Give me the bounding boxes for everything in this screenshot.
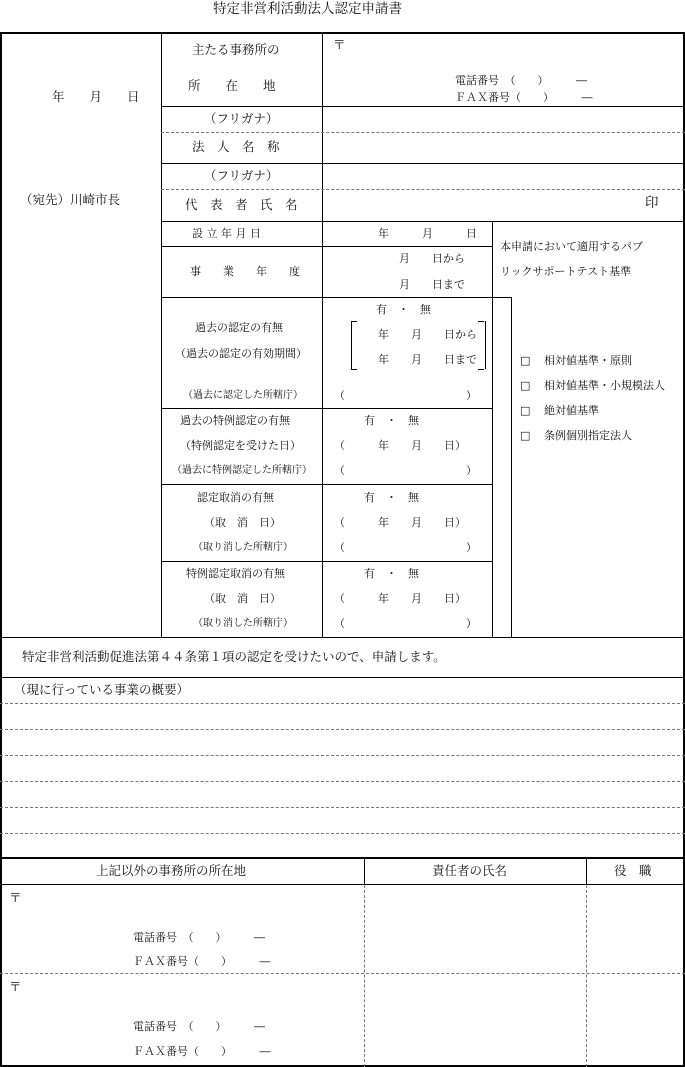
bracket-br [478, 369, 484, 370]
past-cert-authority-label: （過去に認定した所轄庁） [183, 390, 303, 401]
pst-header-1: 本申請において適用するパブ [500, 240, 643, 253]
past-special-date-label: （特例認定を受けた日） [180, 439, 301, 452]
overview-line-4 [0, 781, 685, 782]
hline-after-established [161, 246, 492, 247]
pst-checkbox-2[interactable]: □ [520, 379, 531, 392]
hline-after-fiscal [161, 297, 511, 298]
hline-after-past-special [161, 484, 492, 485]
furigana-label-1: （フリガナ） [204, 111, 279, 126]
vline-pst-inner [511, 297, 512, 637]
hline-bottom-table-top [0, 857, 685, 859]
past-special-date: （ 年 月 日） [334, 439, 466, 452]
cert-revoke-label: 認定取消の有無 [197, 491, 274, 504]
hline-after-address [161, 106, 685, 107]
dash-after-furigana1 [161, 132, 685, 133]
special-revoke-authority: （ ） [334, 617, 477, 630]
cert-revoke-date-label: （取 消 日） [204, 516, 281, 529]
past-special-label: 過去の特例認定の有無 [180, 414, 290, 427]
special-revoke-date: （ 年 月 日） [334, 592, 466, 605]
past-cert-authority: （ ） [334, 389, 477, 402]
page-title: 特定非営利活動法人認定申請書 [213, 1, 402, 17]
special-revoke-authority-label: （取り消した所轄庁） [193, 618, 293, 629]
pst-checkbox-3[interactable]: □ [520, 404, 531, 417]
representative-label: 代 表 者 氏 名 [185, 197, 298, 212]
vline-value-column [492, 221, 493, 637]
other-office-2-fax: ＦＡＸ番号（ ） ― [133, 1045, 271, 1058]
past-cert-to: 年 月 日まで [378, 353, 477, 366]
other-office-address-header: 上記以外の事務所の所在地 [96, 863, 247, 878]
vline-bottom-header-1 [364, 858, 365, 885]
hline-statement-top [0, 637, 685, 638]
postal-mark: 〒 [333, 37, 346, 52]
pst-checkbox-4[interactable]: □ [520, 429, 531, 442]
overview-line-2 [0, 729, 685, 730]
special-revoke-yes-no: 有 ・ 無 [364, 567, 419, 580]
other-office-role-header: 役 職 [614, 863, 652, 878]
special-revoke-label: 特例認定取消の有無 [186, 567, 285, 580]
fiscal-year-to: 月 日まで [399, 278, 465, 291]
cert-revoke-authority-label: （取り消した所轄庁） [193, 542, 293, 553]
overview-label: （現に行っている事業の概要） [14, 682, 190, 697]
hline-bottom-header [0, 884, 685, 885]
past-cert-from: 年 月 日から [378, 328, 477, 341]
corp-name-label: 法 人 名 称 [192, 139, 280, 154]
main-office-label-2: 所 在 地 [188, 78, 276, 93]
established-value: 年 月 日 [378, 227, 477, 240]
past-special-yes-no: 有 ・ 無 [364, 414, 419, 427]
pst-option-1: 相対値基準・原則 [544, 354, 632, 367]
overview-line-1 [0, 703, 685, 704]
other-office-person-header: 責任者の氏名 [432, 863, 508, 878]
vline-label-column [322, 33, 323, 637]
application-date: 年 月 日 [52, 89, 140, 104]
established-label: 設 立 年 月 日 [192, 227, 261, 240]
vline-left-column [161, 33, 162, 637]
cert-revoke-date: （ 年 月 日） [334, 516, 466, 529]
pst-option-3: 絶対値基準 [544, 404, 599, 417]
past-cert-period-label: （過去の認定の有効期間） [175, 347, 307, 360]
other-office-1-fax: ＦＡＸ番号（ ） ― [133, 955, 271, 968]
other-office-2-postal: 〒 [9, 979, 22, 994]
fiscal-year-from: 月 日から [399, 252, 465, 265]
application-statement: 特定非営利活動促進法第４４条第１項の認定を受けたいので、申請します。 [22, 649, 446, 664]
hline-after-corp-name [161, 163, 685, 164]
bracket-tr [478, 321, 484, 322]
pst-checkbox-1[interactable]: □ [520, 354, 531, 367]
cert-revoke-yes-no: 有 ・ 無 [364, 491, 419, 504]
past-special-authority: （ ） [334, 464, 477, 477]
addressee: （宛先）川崎市長 [20, 192, 121, 207]
special-revoke-date-label: （取 消 日） [204, 592, 281, 605]
fax-field: ＦＡＸ番号（ ） ― [455, 91, 593, 104]
dash-bottom-row-divider [0, 973, 685, 974]
seal-mark: 印 [645, 195, 659, 211]
vline-bottom-header-2 [586, 858, 587, 885]
bracket-tl [351, 321, 357, 322]
furigana-label-2: （フリガナ） [204, 168, 279, 183]
hline-after-past-cert [161, 408, 492, 409]
bracket-bl [351, 369, 357, 370]
pst-option-4: 条例個別指定法人 [544, 429, 632, 442]
tel-field: 電話番号 （ ） ― [455, 74, 587, 87]
hline-after-cert-revoke [161, 561, 492, 562]
hline-after-representative [161, 221, 685, 222]
other-office-1-tel: 電話番号 （ ） ― [133, 931, 265, 944]
other-office-1-postal: 〒 [9, 890, 22, 905]
vdash-bottom-1 [364, 885, 365, 1067]
fiscal-year-label: 事 業 年 度 [190, 265, 300, 278]
overview-line-5 [0, 807, 685, 808]
past-special-authority-label: （過去に特例認定した所轄庁） [172, 465, 312, 476]
pst-option-2: 相対値基準・小規模法人 [544, 379, 665, 392]
cert-revoke-authority: （ ） [334, 541, 477, 554]
dash-after-furigana2 [161, 189, 685, 190]
main-office-label: 主たる事務所の [192, 42, 280, 57]
overview-line-6 [0, 833, 685, 834]
other-office-2-tel: 電話番号 （ ） ― [133, 1020, 265, 1033]
past-cert-yes-no: 有 ・ 無 [376, 303, 431, 316]
pst-header-2: リックサポートテスト基準 [500, 265, 632, 278]
vdash-bottom-2 [586, 885, 587, 1067]
hline-overview-top [0, 677, 685, 678]
overview-line-3 [0, 755, 685, 756]
past-cert-label: 過去の認定の有無 [195, 321, 283, 334]
